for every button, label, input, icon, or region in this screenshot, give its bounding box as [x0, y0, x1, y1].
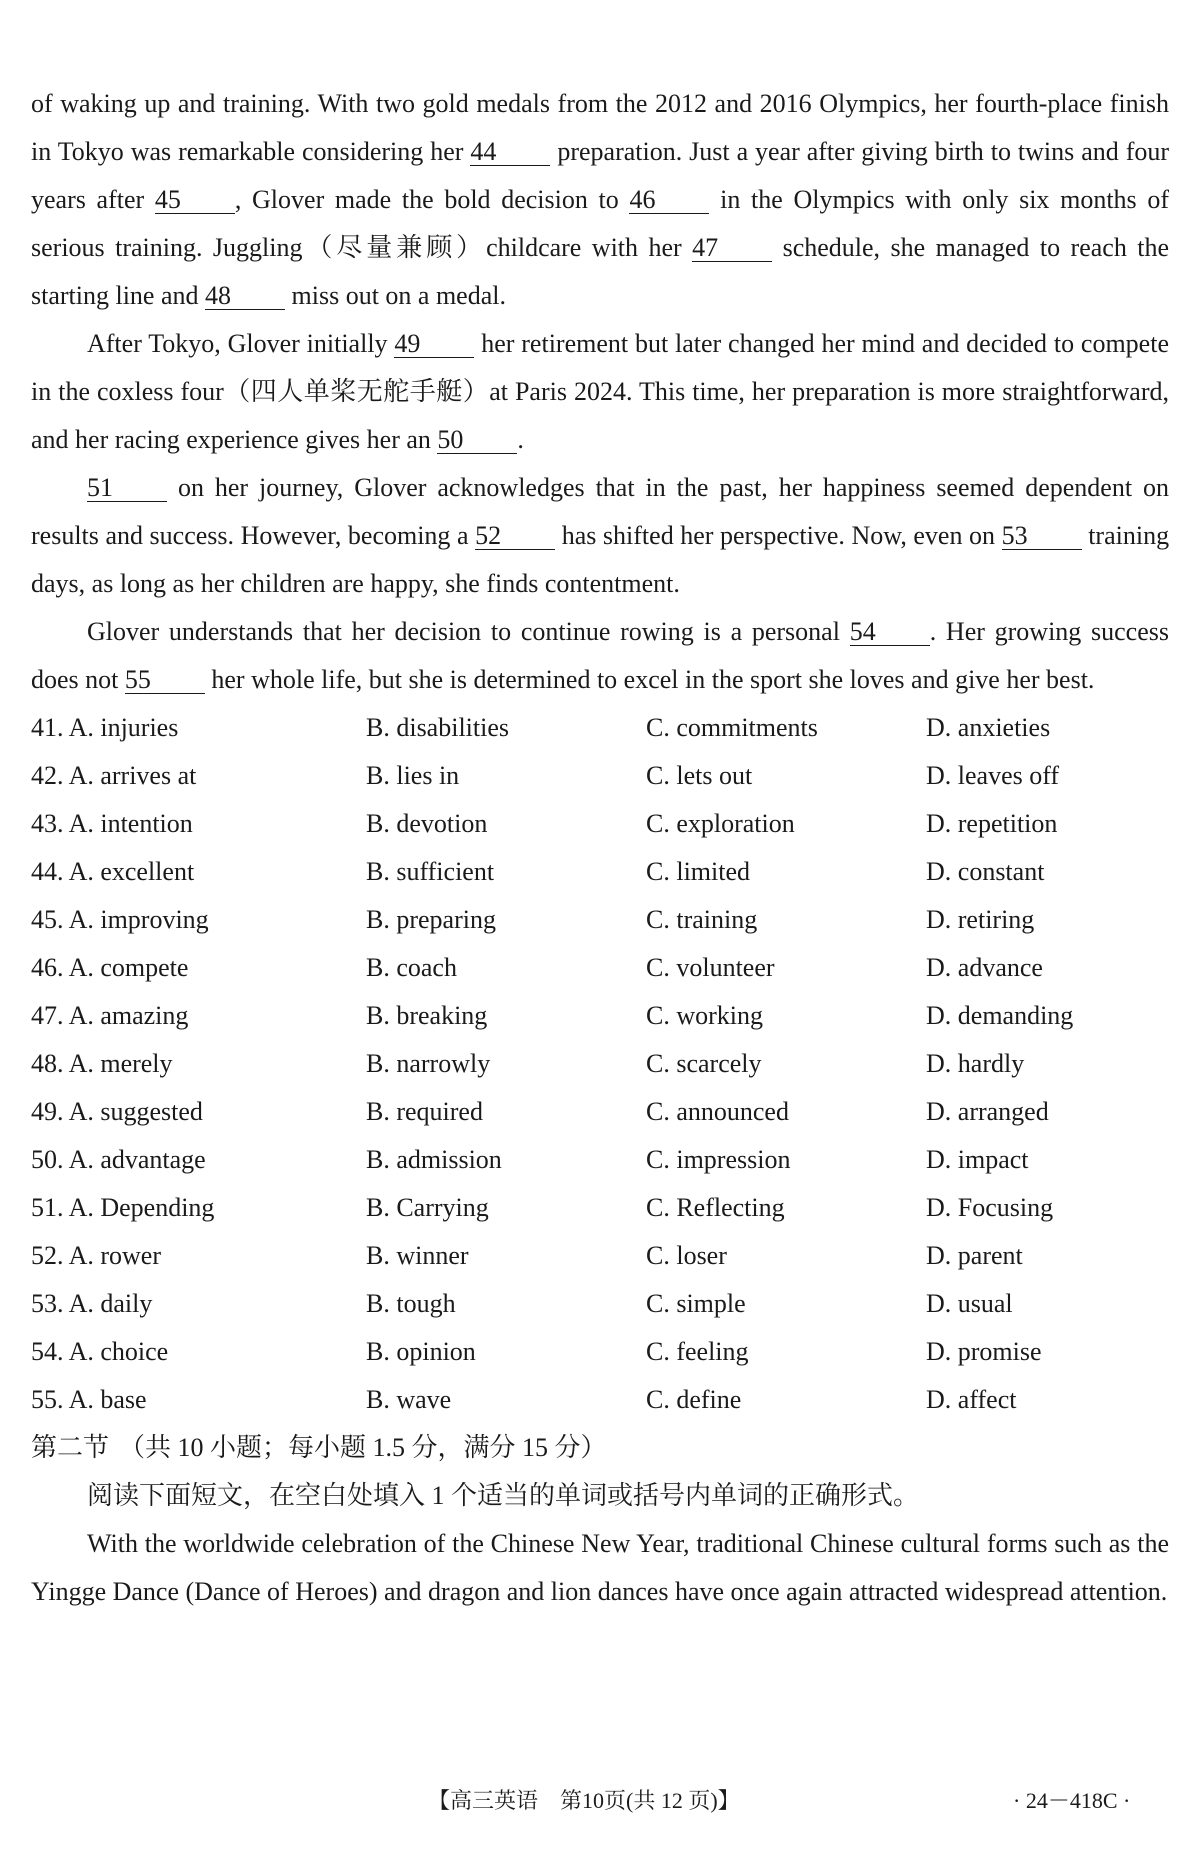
- blank-50: 50: [437, 427, 517, 454]
- option-a: 53. A. daily: [31, 1289, 153, 1318]
- passage-text: preparation. Just a year after giving birth to twins and four years after: [31, 137, 1170, 214]
- option-d: D. repetition: [926, 809, 1058, 838]
- option-d: D. promise: [926, 1337, 1042, 1366]
- blank-54: 54: [850, 619, 930, 646]
- option-row: [31, 848, 1169, 896]
- option-a: 42. A. arrives at: [31, 761, 197, 790]
- passage-paragraph-1: [31, 80, 1169, 320]
- answer-options: [31, 704, 1169, 1424]
- option-d: D. Focusing: [926, 1193, 1054, 1222]
- option-b: B. Carrying: [366, 1193, 489, 1222]
- option-row: [31, 1040, 1169, 1088]
- passage-paragraph-3: [31, 464, 1169, 608]
- option-a: 47. A. amazing: [31, 1001, 189, 1030]
- option-b: B. preparing: [366, 905, 496, 934]
- option-b: B. tough: [366, 1289, 456, 1318]
- option-b: B. disabilities: [366, 713, 509, 742]
- option-b: B. required: [366, 1097, 483, 1126]
- option-c: C. impression: [646, 1145, 791, 1174]
- option-d: D. constant: [926, 857, 1045, 886]
- passage-text: . Her growing success does not: [31, 617, 1169, 694]
- passage-text: her whole life, but she is determined to excel in the sport she loves and give her best.: [211, 665, 1095, 694]
- passage-text: has shifted her perspective. Now, even on: [561, 521, 996, 550]
- option-c: C. commitments: [646, 713, 818, 742]
- option-d: D. parent: [926, 1241, 1023, 1270]
- passage-text: on her journey, Glover acknowledges that in the past, her happiness seemed dependent on results and success. However, becoming a: [31, 473, 1170, 550]
- option-row: [31, 704, 1169, 752]
- option-a: 46. A. compete: [31, 953, 189, 982]
- option-row: [31, 992, 1169, 1040]
- option-a: 48. A. merely: [31, 1049, 173, 1078]
- blank-45: 45: [155, 187, 235, 214]
- section-title: 第二节: [31, 1433, 110, 1462]
- blank-53: 53: [1002, 523, 1082, 550]
- option-c: C. lets out: [646, 761, 753, 790]
- option-a: 54. A. choice: [31, 1337, 169, 1366]
- section-points: （共 10 小题；每小题 1.5 分，满分 15 分）: [119, 1433, 607, 1462]
- option-c: C. define: [646, 1385, 742, 1414]
- option-row: [31, 1376, 1169, 1424]
- passage-text: training days, as long as her children are happy, she finds contentment.: [31, 521, 1170, 598]
- option-b: B. admission: [366, 1145, 502, 1174]
- option-c: C. simple: [646, 1289, 746, 1318]
- passage-text: in the Olympics with only six months of serious training. Juggling（尽量兼顾）childcare with her: [31, 185, 1170, 262]
- page-content: [31, 80, 1169, 1616]
- option-a: 45. A. improving: [31, 905, 209, 934]
- section2-passage: With the worldwide celebration of the Chinese New Year, traditional Chinese cultural forms such as the Yingge Dance (Dance of Heroes) and dragon and lion dances have once again attracted widespread attention.: [31, 1529, 1169, 1606]
- passage-text: After Tokyo, Glover initially: [87, 329, 388, 358]
- option-row: [31, 1088, 1169, 1136]
- passage-text: .: [517, 425, 524, 454]
- option-c: C. Reflecting: [646, 1193, 785, 1222]
- option-a: 44. A. excellent: [31, 857, 195, 886]
- blank-51: 51: [87, 475, 167, 502]
- passage-text: of waking up and training. With two gold medals from the 2012 and 2016 Olympics, her fourth-place finish in Tokyo was remarkable considering her: [31, 89, 1169, 166]
- option-d: D. retiring: [926, 905, 1035, 934]
- option-a: 52. A. rower: [31, 1241, 161, 1270]
- option-d: D. affect: [926, 1385, 1017, 1414]
- option-row: [31, 1232, 1169, 1280]
- option-d: D. arranged: [926, 1097, 1049, 1126]
- blank-52: 52: [475, 523, 555, 550]
- option-d: D. leaves off: [926, 761, 1060, 790]
- option-c: C. working: [646, 1001, 763, 1030]
- option-row: [31, 1136, 1169, 1184]
- option-d: D. demanding: [926, 1001, 1074, 1030]
- option-row: [31, 752, 1169, 800]
- option-b: B. winner: [366, 1241, 469, 1270]
- option-row: [31, 1184, 1169, 1232]
- option-b: B. narrowly: [366, 1049, 491, 1078]
- option-d: D. impact: [926, 1145, 1029, 1174]
- passage-text: , Glover made the bold decision to: [234, 185, 619, 214]
- option-a: 51. A. Depending: [31, 1193, 215, 1222]
- passage-paragraph-2: [31, 320, 1169, 464]
- option-c: C. scarcely: [646, 1049, 762, 1078]
- footer-paper-code: · 24－418C ·: [1013, 1788, 1131, 1813]
- passage-text: schedule, she managed to reach the starting line and: [31, 233, 1170, 310]
- section-heading: [31, 1424, 1169, 1472]
- passage-text: Glover understands that her decision to continue rowing is a personal: [87, 617, 840, 646]
- option-c: C. feeling: [646, 1337, 749, 1366]
- option-row: [31, 1328, 1169, 1376]
- option-b: B. lies in: [366, 761, 460, 790]
- passage-text: her retirement but later changed her mind and decided to compete in the coxless four（四人单桨无舵手艇）at Paris 2024. This time, her preparation is more straightforward, and her racing experience gives her an: [31, 329, 1169, 454]
- option-a: 50. A. advantage: [31, 1145, 206, 1174]
- option-b: B. sufficient: [366, 857, 495, 886]
- footer-page-info: 【高三英语 第10页(共 12 页)】: [428, 1788, 740, 1813]
- option-c: C. limited: [646, 857, 750, 886]
- option-c: C. volunteer: [646, 953, 775, 982]
- blank-46: 46: [629, 187, 709, 214]
- option-row: [31, 1280, 1169, 1328]
- blank-49: 49: [394, 331, 474, 358]
- option-c: C. loser: [646, 1241, 727, 1270]
- option-c: C. training: [646, 905, 758, 934]
- option-row: [31, 944, 1169, 992]
- passage-text: miss out on a medal.: [291, 281, 506, 310]
- option-b: B. breaking: [366, 1001, 488, 1030]
- option-d: D. hardly: [926, 1049, 1025, 1078]
- option-a: 43. A. intention: [31, 809, 193, 838]
- option-a: 49. A. suggested: [31, 1097, 203, 1126]
- option-b: B. coach: [366, 953, 457, 982]
- option-b: B. devotion: [366, 809, 488, 838]
- option-row: [31, 896, 1169, 944]
- passage-paragraph-4: [31, 608, 1169, 704]
- option-b: B. opinion: [366, 1337, 476, 1366]
- blank-47: 47: [692, 235, 772, 262]
- option-b: B. wave: [366, 1385, 452, 1414]
- option-c: C. announced: [646, 1097, 789, 1126]
- option-a: 41. A. injuries: [31, 713, 179, 742]
- option-d: D. advance: [926, 953, 1043, 982]
- blank-55: 55: [125, 667, 205, 694]
- option-d: D. anxieties: [926, 713, 1051, 742]
- blank-48: 48: [205, 283, 285, 310]
- option-c: C. exploration: [646, 809, 795, 838]
- blank-44: 44: [470, 139, 550, 166]
- option-d: D. usual: [926, 1289, 1013, 1318]
- option-a: 55. A. base: [31, 1385, 147, 1414]
- option-row: [31, 800, 1169, 848]
- page-footer: [0, 1786, 1200, 1816]
- section-instruction: 阅读下面短文，在空白处填入 1 个适当的单词或括号内单词的正确形式。: [87, 1481, 920, 1510]
